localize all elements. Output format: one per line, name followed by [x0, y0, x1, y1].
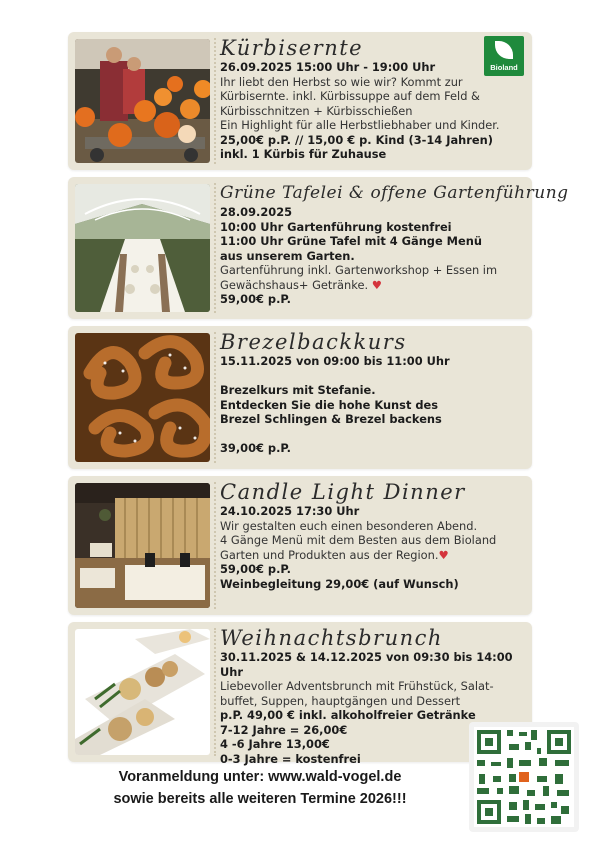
event-title: Weihnachtsbrunch	[220, 626, 443, 650]
event-description: Ihr liebt den Herbst so wie wir? Kommt zur	[220, 74, 463, 89]
event-description	[220, 548, 526, 563]
event-schedule: aus unserem Garten.	[220, 248, 355, 263]
event-text	[220, 36, 526, 162]
event-description: Brezelkurs mit Stefanie.	[220, 383, 376, 397]
event-date: 24.10.2025 17:30 Uhr	[220, 504, 360, 518]
event-price: p.P. 49,00 € inkl. alkoholfreier Getränke	[220, 708, 476, 722]
perforation-divider	[214, 183, 216, 313]
event-price: 39,00€ p.P.	[220, 441, 291, 455]
pretzel-photo	[75, 333, 210, 462]
event-price-extra: Weinbegleitung 29,00€ (auf Wunsch)	[220, 576, 459, 591]
event-description-text: Garten und Produkten aus der Region.	[220, 547, 439, 562]
footer-note: sowie bereits alle weiteren Termine 2026!!!	[113, 791, 407, 807]
brunch-plates-photo	[75, 629, 210, 755]
event-title: Candle Light Dinner	[220, 480, 466, 504]
event-title: Brezelbackkurs	[220, 330, 407, 354]
event-description: Wir gestalten euch einen besonderen Abend.	[220, 518, 478, 533]
event-description: Brezel Schlingen & Brezel backens	[220, 412, 442, 426]
event-date: 26.09.2025 15:00 Uhr - 19:00 Uhr	[220, 60, 436, 74]
event-title: Kürbisernte	[220, 36, 364, 60]
event-description: Kürbisernte. inkl. Kürbissuppe auf dem Feld &	[220, 89, 480, 103]
event-description: 4 Gänge Menü mit dem Besten aus dem Bioland	[220, 533, 497, 547]
event-text	[220, 181, 569, 307]
perforation-divider	[214, 628, 216, 756]
footer-registration-link[interactable]: Voranmeldung unter: www.wald-vogel.de	[118, 769, 402, 785]
event-price: 59,00€ p.P.	[220, 292, 291, 306]
event-price-note: inkl. 1 Kürbis für Zuhause	[220, 147, 387, 161]
perforation-divider	[214, 332, 216, 463]
qr-code	[469, 722, 579, 832]
event-text	[220, 480, 526, 591]
event-price: 25,00€ p.P. // 15,00 € p. Kind (3-14 Jahren)	[220, 132, 493, 147]
event-price-tier: 0-3 Jahre = kostenfrei	[220, 751, 361, 766]
event-card-gruene-tafelei	[68, 177, 569, 319]
restaurant-interior-photo	[75, 483, 210, 608]
heart-icon: ♥	[371, 277, 382, 292]
event-card-brezelbackkurs	[68, 326, 532, 469]
event-price: 59,00€ p.P.	[220, 562, 291, 576]
event-schedule: 10:00 Uhr Gartenführung kostenfrei	[220, 219, 452, 234]
bioland-logo-text: Bioland	[490, 63, 518, 72]
event-description-text: Gewächshaus+ Getränke.	[220, 277, 372, 292]
spacer	[220, 427, 526, 442]
spacer	[220, 369, 526, 384]
qr-code-graphic	[469, 722, 579, 832]
heart-icon: ♥	[438, 547, 449, 562]
greenhouse-table-photo	[75, 184, 210, 312]
event-description: Ein Highlight für alle Herbstliebhaber und Kinder.	[220, 118, 500, 132]
event-description	[220, 278, 526, 293]
perforation-divider	[214, 482, 216, 609]
event-date: 30.11.2025 & 14.12.2025 von 09:30 bis 14:00 Uhr	[220, 650, 513, 679]
event-schedule: 11:00 Uhr Grüne Tafel mit 4 Gänge Menü	[220, 234, 482, 248]
event-title: Grüne Tafelei & offene Gartenführung	[220, 183, 569, 203]
event-card-weihnachtsbrunch	[68, 622, 532, 766]
event-price-tier: 4 -6 Jahre 13,00€	[220, 737, 330, 751]
event-description: Liebevoller Adventsbrunch mit Frühstück, Salat-	[220, 679, 494, 693]
event-date: 28.09.2025	[220, 205, 293, 219]
event-text	[220, 330, 526, 456]
perforation-divider	[214, 38, 216, 164]
event-description: Gartenführung inkl. Gartenworkshop + Essen im	[220, 263, 498, 277]
event-card-kuerbisernte	[68, 32, 532, 170]
pumpkin-harvest-photo	[75, 39, 210, 163]
event-description: Entdecken Sie die hohe Kunst des	[220, 397, 439, 412]
leaf-icon	[495, 41, 513, 59]
event-description: Kürbisschnitzen + Kürbisschießen	[220, 103, 413, 118]
event-card-candle-light-dinner	[68, 476, 532, 615]
footer	[60, 766, 460, 810]
bioland-logo	[484, 36, 524, 76]
event-price-tier: 7-12 Jahre = 26,00€	[220, 722, 348, 737]
event-date: 15.11.2025 von 09:00 bis 11:00 Uhr	[220, 354, 450, 368]
event-description: buffet, Suppen, hauptgängen und Dessert	[220, 693, 461, 708]
